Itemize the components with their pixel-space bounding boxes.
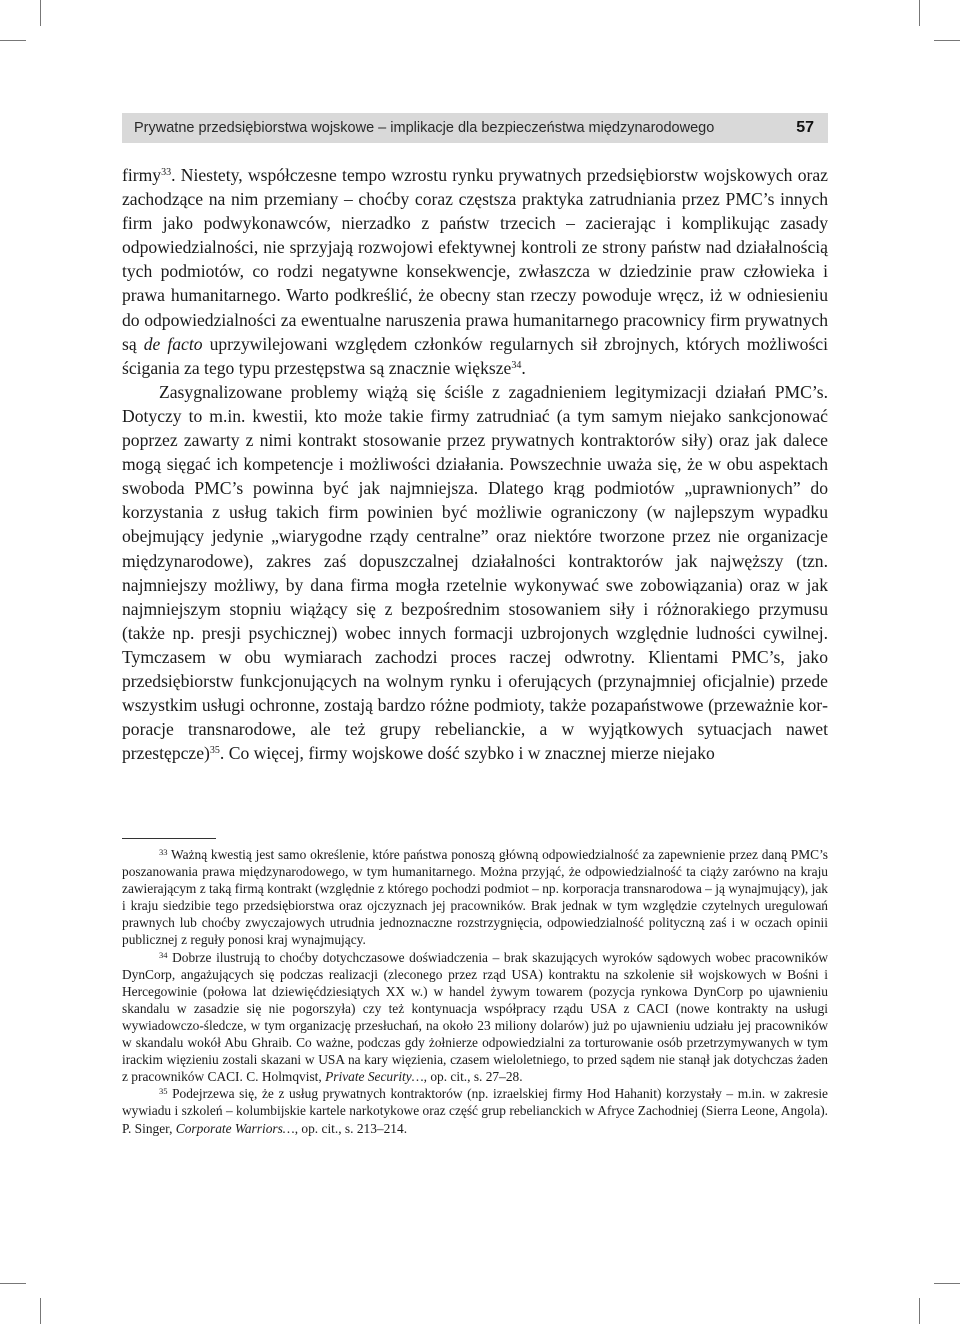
footnote-35 [122, 1085, 828, 1136]
footnote-ref-35: 35 [209, 745, 220, 757]
running-header [122, 113, 828, 143]
text-run: uprzywilejowani względem członków regularnych sił zbrojnych, których możliwości ścigania za tego typu przestępstwa są znacznie większe [122, 333, 828, 378]
running-header-title: Prywatne przedsiębiorstwa wojskowe – implikacje dla bezpieczeństwa międzynarodowego [134, 120, 715, 136]
footnote-number: 33 [159, 847, 168, 857]
crop-mark [0, 1283, 26, 1284]
footnote-33 [122, 846, 828, 949]
footnote-34 [122, 949, 828, 1086]
text-run: firmy [122, 165, 162, 185]
crop-mark [934, 1283, 960, 1284]
text-run: Zasygnalizowane problemy wiążą się ściśle z zagadnieniem legitymizacji działań PMC’s. Dotyczy to m.in. kwestii, kto może takie firmy zatrudniać (a tym samym niejako sankcjonować poprzez zawarty z nimi kontrakt stosowanie przez prywatnych kontraktorów siły) oraz jak dalece mogą sięgać ich kompetencje i możliwości działania. Powszechnie uważa się, że w obu aspektach swoboda PMC’s powinna być jak najmniejsza. Dlatego krąg podmiotów „uprawnionych” do korzystania z usług takich firm powinien być możliwie ograniczony (w najlepszym wypadku obejmujący jedynie „wiarygodne rządy centralne” oraz niektóre tworzone przez nie organizacje międzynarodowe), zakres zaś dopuszczalnej działalności kontraktorów jak najwęższy (tzn. najmniejszy możliwy, by dana firma mogła rzetelnie wykonywać swe zobowiązania) oraz w jak najmniejszym stopniu wiążący się z bezpośrednim stosowaniem siły i różnorakiego przymusu (także np. presji psychicznej) wobec innych formacji uzbrojonych względnie ludności cywilnej. Tymczasem w obu wymiarach zachodzi proces raczej odwrotny. Klientami PMC’s, jako przedsiębiorstw funkcjonujących na wolnym rynku i oferujących (przynajmniej oficjalnie) przede wszystkim usługi ochronne, zostają bardzo różne podmioty, także pozapaństwowe (przeważnie korporacje transnarodowe, ale też grupy rebelianckie, a w wyjątkowych sytuacjach nawet przestępcze) [122, 381, 828, 764]
text-run: . [521, 357, 526, 378]
crop-mark [0, 40, 26, 41]
footnote-text: , op. cit., s. 213–214. [294, 1120, 408, 1136]
crop-mark [934, 40, 960, 41]
footnotes [122, 846, 828, 1137]
italic-title: Private Security… [325, 1069, 424, 1085]
crop-mark [919, 1298, 920, 1324]
footnote-text: Podejrzewa się, że z usług prywatnych kontraktorów (np. izraelskiej firmy Hod Hahanit) korzystały – m.in. w zakresie wywiadu i szkoleń – kolumbijskie kartele narkotykowe oraz część grup rebelianckich w Afryce Zachodniej (Sierra Leone, Angola). P. Singer, [122, 1086, 828, 1136]
main-text [122, 163, 828, 765]
text-run: . Niestety, współczesne tempo wzrostu rynku prywatnych przedsiębiorstw wojskowych oraz zachodzące na nim przemiany – choćby coraz częstsza praktyka zatrudniania przez PMC’s innych firm jako podwykonawców, nierzadko z państw trzecich – zacierając i komplikując zasady odpowiedzialności, nie sprzyjają rozwojowi efektywnej kontroli ze strony państw nad działalnością tych podmiotów, co rodzi negatywne konsekwencje, zwłaszcza w dziedzinie praw człowieka i prawa humanitarnego. Warto podkreślić, że obecny stan rzeczy powoduje wręcz, iż w odniesieniu do odpowiedzialności za ewentualne naruszenia prawa humanitarnego pracownicy firm prywatnych są [122, 165, 828, 354]
crop-mark [40, 0, 41, 26]
paragraph-2 [122, 380, 828, 766]
italic-title: Corporate Warriors… [175, 1120, 295, 1136]
footnote-ref-34: 34 [511, 359, 522, 371]
italic-term: de facto [143, 333, 203, 354]
footnote-number: 35 [159, 1086, 168, 1097]
footnote-number: 34 [159, 949, 168, 960]
text-run: . Co więcej, firmy wojskowe dość szybko i w znacznej mierze niejako [219, 743, 715, 764]
crop-mark [40, 1298, 41, 1324]
footnote-ref-33: 33 [161, 167, 172, 178]
paragraph-1 [122, 163, 828, 380]
page-number: 57 [796, 119, 814, 136]
footnote-text: Ważną kwestią jest samo określenie, które państwa ponoszą główną odpowiedzialność za zapewnienie przez daną PMC’s poszanowania prawa międzynarodowego, w tym humanitarnego. Można przyjąć, że odpowiedzialność ta ciąży zarówno na kraju zawierającym z taką firmą kontrakt (względnie z którego pochodzi podmiot – np. korporacja transnarodowa – ją wynajmujący), jak i kraju siedzibie tego przedsiębiorstwa oraz ojczyznach jej pracowników. Brak jednak w tym względzie czytelnych uregulowań prawnych lub choćby zwyczajowych utrudnia jednoznaczne rozstrzygnięcia, odpowiedzialność polityczną zaś i w oczach opinii publicznej z reguły ponosi kraj wynajmujący. [122, 847, 828, 948]
footnote-text: Dobrze ilustrują to choćby dotychczasowe doświadczenia – brak skazujących wyroków sądowych wobec pracowników DynCorp, angażujących się podczas realizacji (zleconego przez rząd USA) kontraktu na szkolenie sił wojskowych w Bośni i Hercegowinie (połowa lat dziewięćdziesiątych XX w.) w handel żywym towarem (pozycja rynkowa DynCorp po ujawnieniu skandalu w zasadzie się nie pogorszyła) czy też kontynuacja współpracy rządu USA z CACI (nowe kontrakty na usługi wywiadowczo-śledcze, w tym organizację przesłuchań, na około 23 miliony dolarów) już po ujawnieniu udziału jej pracowników w skandalu wokół Abu Ghraib. Co ważne, podczas gdy żołnierze odpowiedzialni za torturowanie osób przetrzymywanych w tym irackim więzieniu zostali skazani w USA na kary więzienia, czasem wieloletniego, to przed sądem nie stanął jak dotychczas żaden z pracowników CACI. C. Holmqvist, [122, 949, 828, 1085]
crop-mark [919, 0, 920, 26]
footnote-separator [122, 838, 216, 839]
footnote-text: , op. cit., s. 27–28. [423, 1069, 523, 1085]
